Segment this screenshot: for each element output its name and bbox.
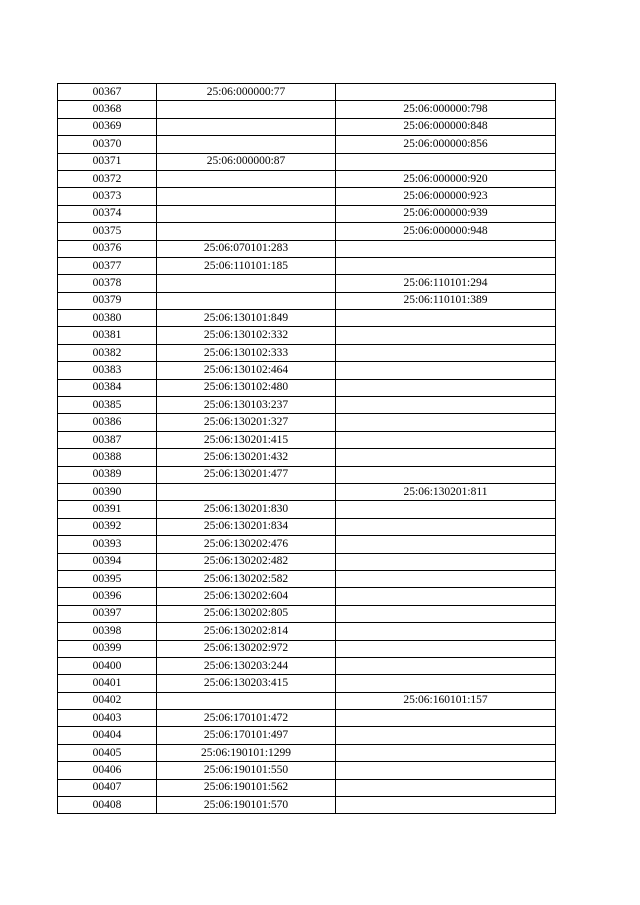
record-number-cell: 00395: [58, 570, 157, 587]
table-row: [58, 588, 556, 605]
cadastral-number-alt-cell: 25:06:000000:848: [336, 118, 556, 135]
cadastral-number-cell: 25:06:130103:237: [157, 397, 336, 414]
table-row: [58, 449, 556, 466]
cadastral-number-alt-cell: 25:06:000000:923: [336, 188, 556, 205]
table-row: [58, 101, 556, 118]
table-row: [58, 362, 556, 379]
cadastral-number-alt-cell: [336, 327, 556, 344]
cadastral-number-alt-cell: [336, 518, 556, 535]
cadastral-number-alt-cell: [336, 379, 556, 396]
cadastral-number-alt-cell: [336, 623, 556, 640]
cadastral-number-alt-cell: [336, 257, 556, 274]
table-row: [58, 570, 556, 587]
cadastral-number-cell: 25:06:130202:582: [157, 570, 336, 587]
record-number-cell: 00375: [58, 223, 157, 240]
cadastral-number-cell: [157, 101, 336, 118]
cadastral-number-cell: [157, 692, 336, 709]
cadastral-number-alt-cell: [336, 605, 556, 622]
table-row: [58, 605, 556, 622]
table-row: [58, 257, 556, 274]
cadastral-number-alt-cell: [336, 397, 556, 414]
table-row: [58, 483, 556, 500]
record-number-cell: 00383: [58, 362, 157, 379]
cadastral-number-cell: 25:06:110101:185: [157, 257, 336, 274]
cadastral-number-alt-cell: 25:06:110101:294: [336, 275, 556, 292]
record-number-cell: 00371: [58, 153, 157, 170]
table-row: [58, 414, 556, 431]
record-number-cell: 00388: [58, 449, 157, 466]
cadastral-number-cell: [157, 292, 336, 309]
cadastral-number-alt-cell: [336, 640, 556, 657]
record-number-cell: 00378: [58, 275, 157, 292]
cadastral-number-cell: [157, 223, 336, 240]
cadastral-number-cell: 25:06:130102:333: [157, 344, 336, 361]
cadastral-number-cell: [157, 118, 336, 135]
cadastral-number-cell: 25:06:130202:482: [157, 553, 336, 570]
cadastral-number-alt-cell: [336, 431, 556, 448]
record-number-cell: 00405: [58, 744, 157, 761]
cadastral-number-alt-cell: 25:06:130201:811: [336, 483, 556, 500]
cadastral-number-cell: 25:06:130201:327: [157, 414, 336, 431]
table-row: [58, 779, 556, 796]
record-number-cell: 00377: [58, 257, 157, 274]
table-row: [58, 797, 556, 814]
cadastral-number-cell: 25:06:130203:415: [157, 675, 336, 692]
cadastral-number-cell: 25:06:000000:77: [157, 84, 336, 101]
record-number-cell: 00400: [58, 657, 157, 674]
cadastral-number-alt-cell: [336, 588, 556, 605]
cadastral-number-alt-cell: 25:06:160101:157: [336, 692, 556, 709]
cadastral-number-alt-cell: [336, 570, 556, 587]
cadastral-number-alt-cell: [336, 657, 556, 674]
record-number-cell: 00391: [58, 501, 157, 518]
table-row: [58, 501, 556, 518]
cadastral-number-cell: [157, 136, 336, 153]
record-number-cell: 00380: [58, 310, 157, 327]
record-number-cell: 00392: [58, 518, 157, 535]
table-row: [58, 466, 556, 483]
cadastral-number-alt-cell: [336, 240, 556, 257]
cadastral-number-cell: 25:06:000000:87: [157, 153, 336, 170]
record-number-cell: 00394: [58, 553, 157, 570]
cadastral-number-cell: 25:06:190101:570: [157, 797, 336, 814]
cadastral-number-cell: 25:06:190101:550: [157, 762, 336, 779]
cadastral-number-cell: [157, 170, 336, 187]
record-number-cell: 00368: [58, 101, 157, 118]
record-number-cell: 00376: [58, 240, 157, 257]
table-row: [58, 205, 556, 222]
record-number-cell: 00397: [58, 605, 157, 622]
cadastral-number-alt-cell: 25:06:000000:798: [336, 101, 556, 118]
cadastral-number-alt-cell: [336, 449, 556, 466]
record-number-cell: 00390: [58, 483, 157, 500]
cadastral-number-cell: [157, 205, 336, 222]
cadastral-number-alt-cell: [336, 153, 556, 170]
cadastral-number-cell: 25:06:170101:472: [157, 710, 336, 727]
record-number-cell: 00403: [58, 710, 157, 727]
cadastral-number-alt-cell: [336, 797, 556, 814]
cadastral-number-cell: 25:06:190101:562: [157, 779, 336, 796]
record-number-cell: 00381: [58, 327, 157, 344]
records-table-body: [58, 84, 556, 814]
table-row: [58, 223, 556, 240]
cadastral-number-alt-cell: [336, 779, 556, 796]
record-number-cell: 00373: [58, 188, 157, 205]
records-table: [57, 83, 556, 814]
cadastral-number-cell: 25:06:130201:477: [157, 466, 336, 483]
table-row: [58, 188, 556, 205]
cadastral-number-alt-cell: [336, 362, 556, 379]
cadastral-number-cell: 25:06:130101:849: [157, 310, 336, 327]
record-number-cell: 00374: [58, 205, 157, 222]
table-row: [58, 762, 556, 779]
table-row: [58, 379, 556, 396]
cadastral-number-alt-cell: [336, 553, 556, 570]
cadastral-number-cell: 25:06:130102:332: [157, 327, 336, 344]
table-row: [58, 275, 556, 292]
cadastral-number-alt-cell: [336, 501, 556, 518]
cadastral-number-cell: 25:06:130201:432: [157, 449, 336, 466]
table-row: [58, 744, 556, 761]
record-number-cell: 00404: [58, 727, 157, 744]
record-number-cell: 00379: [58, 292, 157, 309]
record-number-cell: 00369: [58, 118, 157, 135]
table-row: [58, 84, 556, 101]
record-number-cell: 00402: [58, 692, 157, 709]
record-number-cell: 00406: [58, 762, 157, 779]
cadastral-number-cell: [157, 275, 336, 292]
cadastral-number-alt-cell: 25:06:000000:948: [336, 223, 556, 240]
cadastral-number-alt-cell: 25:06:000000:920: [336, 170, 556, 187]
record-number-cell: 00382: [58, 344, 157, 361]
cadastral-number-alt-cell: [336, 727, 556, 744]
cadastral-number-alt-cell: [336, 762, 556, 779]
cadastral-number-cell: [157, 188, 336, 205]
cadastral-number-alt-cell: [336, 675, 556, 692]
cadastral-number-cell: 25:06:130201:830: [157, 501, 336, 518]
table-row: [58, 657, 556, 674]
cadastral-number-cell: 25:06:130202:476: [157, 536, 336, 553]
record-number-cell: 00389: [58, 466, 157, 483]
table-row: [58, 518, 556, 535]
record-number-cell: 00393: [58, 536, 157, 553]
cadastral-number-cell: 25:06:130202:604: [157, 588, 336, 605]
cadastral-number-cell: 25:06:130201:415: [157, 431, 336, 448]
record-number-cell: 00372: [58, 170, 157, 187]
table-row: [58, 623, 556, 640]
record-number-cell: 00399: [58, 640, 157, 657]
cadastral-number-cell: 25:06:070101:283: [157, 240, 336, 257]
table-row: [58, 640, 556, 657]
table-row: [58, 710, 556, 727]
record-number-cell: 00396: [58, 588, 157, 605]
cadastral-number-cell: 25:06:130202:805: [157, 605, 336, 622]
table-row: [58, 327, 556, 344]
cadastral-number-cell: 25:06:130203:244: [157, 657, 336, 674]
record-number-cell: 00367: [58, 84, 157, 101]
cadastral-number-alt-cell: 25:06:000000:856: [336, 136, 556, 153]
cadastral-number-alt-cell: [336, 344, 556, 361]
record-number-cell: 00384: [58, 379, 157, 396]
table-row: [58, 170, 556, 187]
table-row: [58, 692, 556, 709]
table-row: [58, 553, 556, 570]
cadastral-number-alt-cell: [336, 414, 556, 431]
table-row: [58, 310, 556, 327]
cadastral-number-cell: 25:06:130102:464: [157, 362, 336, 379]
cadastral-number-alt-cell: 25:06:000000:939: [336, 205, 556, 222]
table-row: [58, 136, 556, 153]
cadastral-number-alt-cell: 25:06:110101:389: [336, 292, 556, 309]
record-number-cell: 00398: [58, 623, 157, 640]
table-row: [58, 118, 556, 135]
cadastral-number-cell: 25:06:130201:834: [157, 518, 336, 535]
record-number-cell: 00387: [58, 431, 157, 448]
record-number-cell: 00408: [58, 797, 157, 814]
table-row: [58, 292, 556, 309]
table-row: [58, 536, 556, 553]
cadastral-number-cell: [157, 483, 336, 500]
record-number-cell: 00407: [58, 779, 157, 796]
table-row: [58, 153, 556, 170]
table-row: [58, 240, 556, 257]
cadastral-number-alt-cell: [336, 84, 556, 101]
table-row: [58, 344, 556, 361]
cadastral-number-alt-cell: [336, 466, 556, 483]
cadastral-number-alt-cell: [336, 744, 556, 761]
table-row: [58, 431, 556, 448]
record-number-cell: 00370: [58, 136, 157, 153]
table-row: [58, 397, 556, 414]
cadastral-number-alt-cell: [336, 536, 556, 553]
cadastral-number-cell: 25:06:130202:972: [157, 640, 336, 657]
cadastral-number-alt-cell: [336, 710, 556, 727]
cadastral-number-cell: 25:06:170101:497: [157, 727, 336, 744]
cadastral-number-alt-cell: [336, 310, 556, 327]
cadastral-number-cell: 25:06:190101:1299: [157, 744, 336, 761]
record-number-cell: 00385: [58, 397, 157, 414]
table-row: [58, 675, 556, 692]
cadastral-number-cell: 25:06:130202:814: [157, 623, 336, 640]
cadastral-number-cell: 25:06:130102:480: [157, 379, 336, 396]
record-number-cell: 00386: [58, 414, 157, 431]
record-number-cell: 00401: [58, 675, 157, 692]
table-row: [58, 727, 556, 744]
